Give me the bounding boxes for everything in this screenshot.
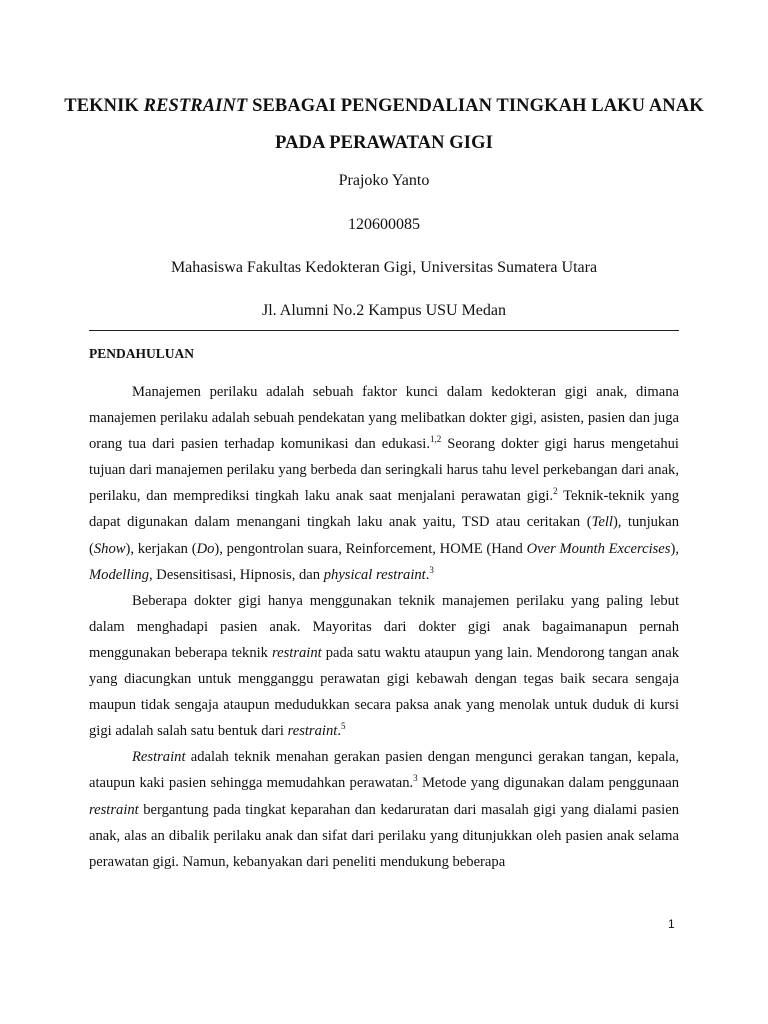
- text-run: , Desensitisasi, Hipnosis, dan: [149, 566, 324, 583]
- citation-superscript: 1,2: [430, 434, 442, 445]
- text-run: bergantung pada tingkat keparahan dan kedaruratan dari masalah gigi yang dialami pasien anak, alas an dibalik perilaku anak dan sifat dari perilaku yang ditunjukkan oleh pasien anak selama perawatan gigi. Namun, kebanyakan dari peneliti mendukung beberapa: [89, 801, 679, 870]
- italic-term: Over Mounth Excercises: [526, 540, 671, 557]
- text-run: ), pengontrolan suara, Reinforcement, HOME (Hand: [214, 540, 527, 557]
- address: Jl. Alumni No.2 Kampus USU Medan: [262, 302, 506, 319]
- citation-superscript: 2: [553, 486, 558, 497]
- italic-term: restraint: [89, 801, 139, 818]
- italic-term: Tell: [591, 514, 613, 531]
- italic-term: Do: [196, 540, 215, 557]
- title-part-1: TEKNIK: [64, 96, 144, 116]
- paragraph-2: [89, 588, 679, 745]
- text-run: Seorang dokter gigi harus mengetahui tujuan dari manajemen perilaku yang berbeda dan seringkali harus tahu level perkebangan dari anak, perilaku, dan memprediksi tingkah laku anak saat menjalani perawatan gigi.: [89, 436, 679, 505]
- student-id: 120600085: [348, 216, 420, 233]
- paragraph-1: [89, 379, 679, 588]
- text-run: adalah teknik menahan gerakan pasien dengan mengunci gerakan tangan, kepala, ataupun kaki pasien sehingga memudahkan perawatan.: [89, 749, 679, 792]
- title-part-2: SEBAGAI PENGENDALIAN TINGKAH LAKU ANAK PADA PERAWATAN GIGI: [247, 96, 704, 153]
- text-run: ),: [670, 540, 679, 557]
- italic-term: physical restraint: [323, 566, 426, 583]
- italic-term: Modelling: [89, 566, 149, 583]
- italic-term: restraint: [287, 723, 338, 740]
- author-name: Prajoko Yanto: [338, 172, 430, 189]
- italic-term: Show: [93, 540, 126, 557]
- text-run: Teknik-teknik yang dapat digunakan dalam menangani tingkah laku anak yaitu, TSD atau ceritakan (: [89, 488, 679, 531]
- affiliation: Mahasiswa Fakultas Kedokteran Gigi, Universitas Sumatera Utara: [170, 259, 598, 276]
- text-run: pada satu waktu ataupun yang lain. Mendorong tangan anak yang diacungkan untuk mengganggu perawatan gigi kebawah dengan tegas baik secara sengaja maupun tidak sengaja ataupun medudukkan secara paksa anak yang menolak untuk duduk di kursi gigi adalah salah satu bentuk dari: [89, 644, 679, 740]
- section-heading: PENDAHULUAN: [89, 346, 195, 361]
- text-run: .: [425, 566, 430, 583]
- citation-superscript: 5: [340, 721, 346, 732]
- text-run: ), kerjakan (: [125, 540, 197, 557]
- text-run: Manajemen perilaku adalah sebuah faktor kunci dalam kedokteran gigi anak, dimana manajemen perilaku adalah sebuah pendekatan yang melibatkan dokter gigi, asisten, pasien dan juga orang tua dari pasien terhadap komunikasi dan edukasi.: [89, 384, 679, 453]
- text-run: .: [337, 723, 341, 740]
- horizontal-divider: [89, 330, 679, 331]
- text-run: Metode yang digunakan dalam penggunaan: [417, 775, 679, 792]
- paper-title: [60, 88, 708, 162]
- citation-superscript: 3: [413, 773, 418, 784]
- italic-term: Restraint: [132, 749, 186, 766]
- italic-term: restraint: [271, 644, 322, 661]
- body-text: [89, 379, 679, 875]
- text-run: ), tunjukan (: [89, 514, 679, 557]
- text-run: Beberapa dokter gigi hanya menggunakan teknik manajemen perilaku yang paling lebut dalam menghadapi pasien anak. Mayoritas dari dokter gigi anak bagaimanapun pernah menggunakan beberapa teknik: [89, 592, 679, 661]
- paragraph-3: [89, 744, 679, 874]
- citation-superscript: 3: [429, 564, 434, 575]
- page-number: 1: [668, 917, 675, 931]
- title-italic-term: RESTRAINT: [143, 96, 248, 116]
